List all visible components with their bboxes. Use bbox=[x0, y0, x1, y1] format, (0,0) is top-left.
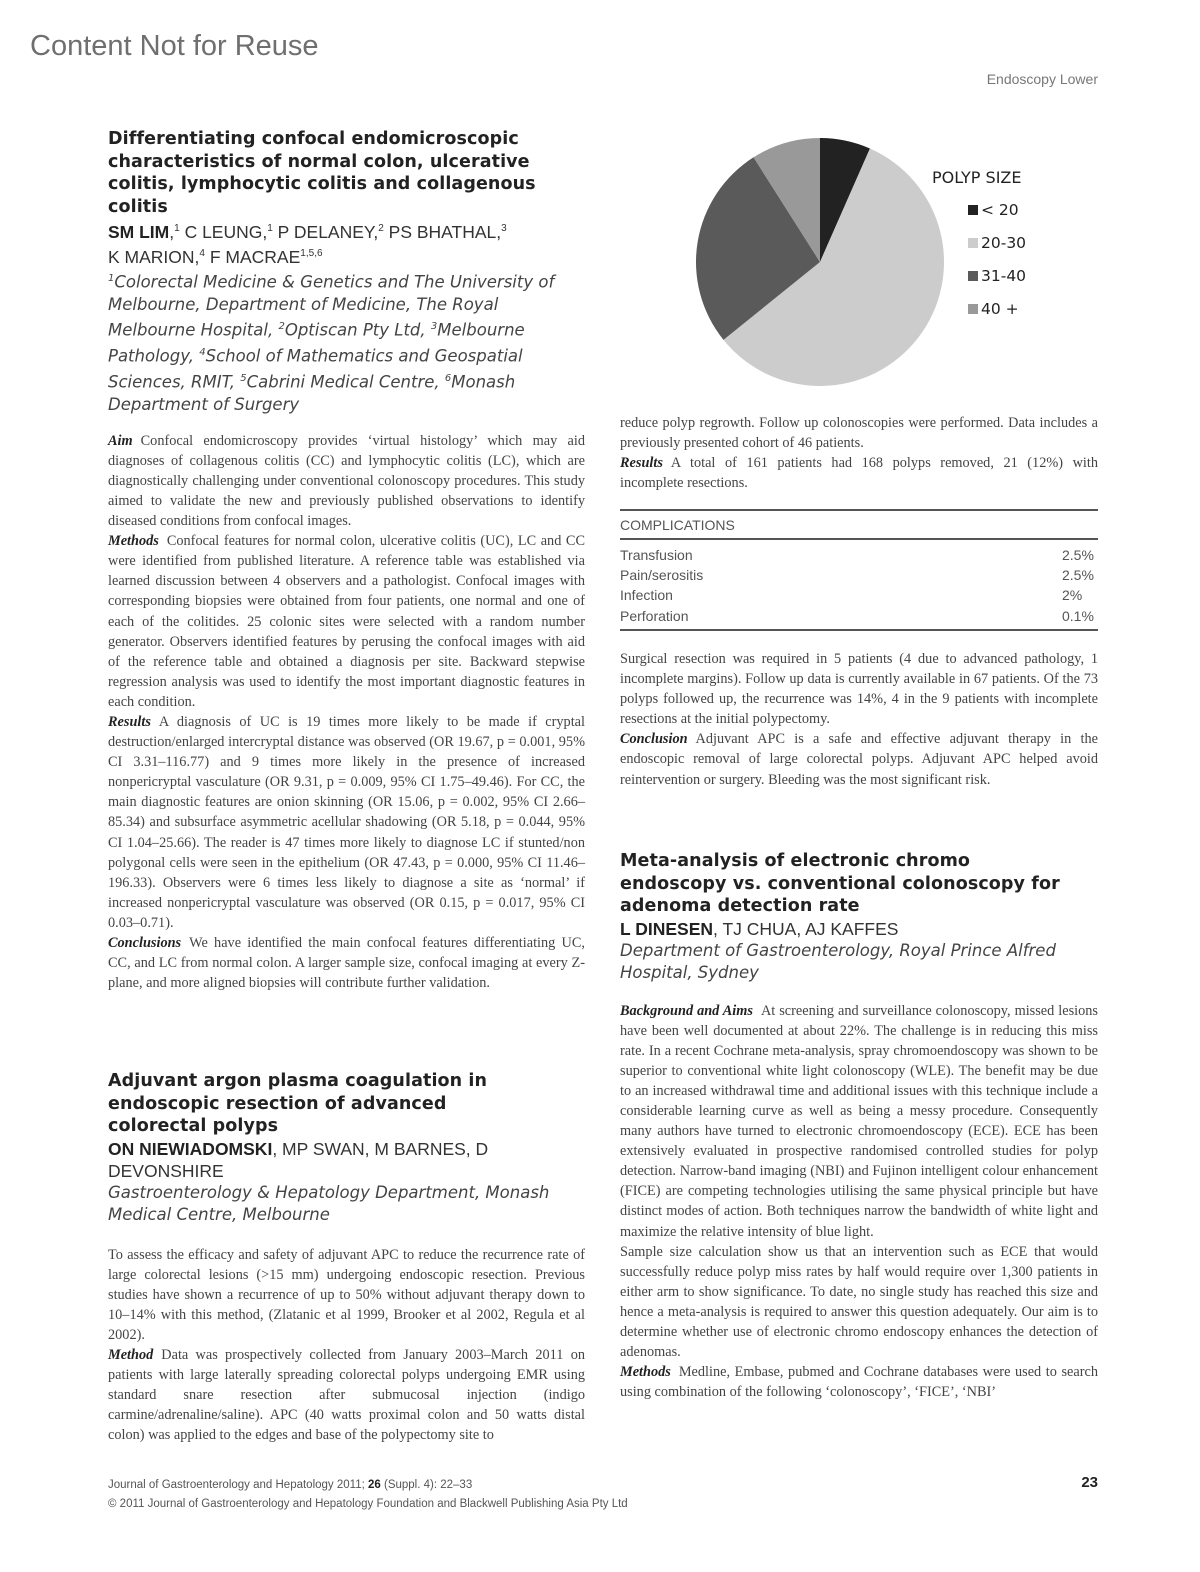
section-label: Methods bbox=[108, 533, 159, 550]
apc-continued-paragraph bbox=[620, 413, 1098, 453]
page-number: 23 bbox=[1081, 1474, 1098, 1491]
affil-sup: 6 bbox=[444, 373, 452, 385]
author-sup: 4 bbox=[199, 247, 205, 259]
lead-author: L DINESEN bbox=[620, 918, 714, 939]
article-meta-analysis bbox=[620, 850, 1098, 1402]
row-label: Infection bbox=[620, 587, 673, 604]
legend-item bbox=[932, 226, 1026, 259]
left-column bbox=[108, 128, 585, 1444]
article-apc bbox=[108, 1070, 585, 1445]
author-name: C LEUNG bbox=[184, 221, 263, 242]
section-label: Conclusion bbox=[620, 731, 688, 748]
legend-swatch-icon bbox=[968, 205, 978, 215]
article-title: Differentiating confocal endomicroscopic characteristics of normal colon, ulcerative colitis, lymphocytic colitis and collagenous colitis bbox=[108, 129, 536, 217]
methods-paragraph bbox=[620, 1362, 1098, 1402]
section-text: Data was prospectively collected from January 2003–March 2011 on patients with large laterally spreading colorectal polyps undergoing EMR using standard snare resection after submucosal injection (indigo carmine/adrenaline/saline). APC (40 watts proximal colon and 50 watts distal colon) was applied to the edges and base of the polypectomy site to bbox=[108, 1346, 585, 1444]
legend-title: POLYP SIZE bbox=[932, 168, 1022, 187]
affil-sup: 4 bbox=[199, 347, 206, 359]
section-label: Background and Aims bbox=[620, 1002, 753, 1019]
row-value: 2.5% bbox=[1062, 566, 1094, 583]
affiliation: Department of Gastroenterology, Royal Prince Alfred Hospital, Sydney bbox=[620, 940, 1056, 982]
method-continued: reduce polyp regrowth. Follow up colonoscopies were performed. Data includes a previously presented cohort of 46 patients. bbox=[620, 415, 1098, 452]
author-list: SM LIM,$^1$ C LEUNG,$^1$ P DELANEY,$^2$ PS BHATHAL,$^3$ K MARION,$^4$ F MACRAE$^{1,5,6}$ bbox=[108, 221, 507, 267]
journal-name: Journal of Gastroenterology and Hepatology 2011; bbox=[108, 1479, 368, 1491]
row-label: Pain/serositis bbox=[620, 566, 704, 583]
conclusions-paragraph bbox=[108, 933, 585, 993]
results-paragraph bbox=[108, 712, 585, 933]
section-text: We have identified the main confocal features differentiating UC, CC, and LC from normal colon. A larger sample size, confocal imaging at every Z-plane, and more aligned biopsies will contribute further validation. bbox=[108, 935, 585, 992]
section-label: Aim bbox=[108, 432, 133, 449]
section-label: Conclusions bbox=[108, 935, 182, 951]
co-authors: , TJ CHUA, AJ KAFFES bbox=[713, 918, 899, 939]
affil-text: Colorectal Medicine & Genetics and The University of Melbourne, Department of Medicine, The Royal Melbourne Hospital bbox=[108, 272, 555, 340]
legend-item bbox=[932, 193, 1026, 226]
legend-label: 40 + bbox=[981, 299, 1019, 318]
lead-author: ON NIEWIADOMSKI bbox=[108, 1138, 273, 1159]
author-sup: 1 bbox=[174, 223, 180, 234]
legend-swatch-icon bbox=[968, 271, 978, 281]
legend-label: < 20 bbox=[981, 200, 1019, 219]
table-row bbox=[620, 606, 1098, 626]
issue-pages: (Suppl. 4): 22–33 bbox=[380, 1479, 473, 1491]
after-table-paragraph: Surgical resection was required in 5 patients (4 due to advanced pathology, 1 incomplete margins). Follow up data is currently available in 67 patients. Of the 73 polyps followed up, the recurrence was 14%, 4 in the 9 patients with incomplete resections at the initial polypectomy. bbox=[620, 650, 1098, 728]
row-value: 2.5% bbox=[1062, 546, 1094, 563]
row-label: Transfusion bbox=[620, 546, 693, 563]
legend-swatch-icon bbox=[968, 238, 978, 248]
page-footer bbox=[108, 1476, 1098, 1514]
author-name: SM LIM bbox=[108, 221, 170, 242]
section-label: Results bbox=[108, 713, 151, 730]
background-paragraph bbox=[620, 1001, 1098, 1242]
section-text: Adjuvant APC is a safe and effective adjuvant therapy in the endoscopic removal of large colorectal polyps. Adjuvant APC helped avoid reintervention or surgery. Bleeding was the most significant risk. bbox=[620, 731, 1098, 788]
copyright-line: © 2011 Journal of Gastroenterology and Hepatology Foundation and Blackwell Publishing Asia Pty Ltd bbox=[108, 1498, 628, 1510]
watermark: Content Not for Reuse bbox=[30, 30, 319, 62]
affil-text: Melbourne Pathology bbox=[108, 320, 525, 366]
affil-sup: 3 bbox=[430, 321, 438, 333]
article-title: Meta-analysis of electronic chromo endoscopy vs. conventional colonoscopy for adenoma detection rate bbox=[620, 851, 1060, 916]
affil-text: Cabrini Medical Centre bbox=[246, 372, 435, 392]
author-name: P DELANEY bbox=[277, 221, 374, 242]
author-list bbox=[108, 1138, 508, 1182]
affil-text: Optiscan Pty Ltd bbox=[284, 320, 421, 340]
row-value: 2% bbox=[1062, 587, 1083, 604]
running-head: Endoscopy Lower bbox=[986, 71, 1098, 87]
affil-text: Monash Department of Surgery bbox=[108, 372, 516, 415]
sample-size-paragraph: Sample size calculation show us that an intervention such as ECE that would successfully reduce polyp miss rates by half would require over 1,300 patients in either arm to show significance. To date, no single study has reached this size and hence a meta-analysis is required to answer this question adequately. Our aim is to determine whether use of electronic chromo endoscopy enhances the detection of adenomas. bbox=[620, 1243, 1098, 1361]
intro-paragraph: To assess the efficacy and safety of adjuvant APC to reduce the recurrence rate of large colorectal lesions (>15 mm) undergoing endoscopic resection. Previous studies have shown a recurrence of up to 50% without adjuvant therapy down to 10–14% with this method, (Zlatanic et al 1999, Brooker et al 2002, Regula et al 2002). bbox=[108, 1246, 585, 1343]
affil-sup: 2 bbox=[278, 321, 285, 333]
section-label: Results bbox=[620, 455, 663, 472]
section-text: At screening and surveillance colonoscopy, missed lesions have been well documented at about 22%. The challenge is in reducing this miss rate. In a recent Cochrane meta-analysis, spray chromoendoscopy was shown to be superior to conventional white light colonoscopy (WLE). The benefit may be due to an increased withdrawal time and additional issues with this technique include a considerable learning curve as well as being a messy procedure. Consequently many authors have turned to electronic chromoendoscopy (ECE). ECE has been extensively evaluated in prospective randomised controlled studies for polyp detection. Narrow-band imaging (NBI) and Fujinon intelligent colour enhancement (FICE) are competing technologies utilising the same physical principle but have distinct modes of action. Both techniques narrow the bandwidth of white light and maximize the relative intensity of blue light. bbox=[620, 1002, 1098, 1240]
complications-table bbox=[620, 509, 1098, 631]
section-text: Confocal endomicroscopy provides ‘virtual histology’ which may aid diagnoses of collagenous colitis (CC) and lymphocytic colitis (LC), which are diagnostically challenging under conventional colonoscopy procedures. This study aimed to validate the new and previously published observations to identify diseased conditions from confocal images. bbox=[108, 432, 585, 530]
section-text: Confocal features for normal colon, ulcerative colitis (UC), LC and CC were identified from published literature. A reference table was established via learned discussion between 4 observers and a pathologist. Confocal images with corresponding biopsies were obtained from four patients, one normal and one of each of the colitides. 25 colonic sites were selected with a random number generator. Observers identified features by perusing the confocal images with aid of the reference table and obtained a diagnosis per site. Backward stepwise regression analysis was used to identify the most important diagnostic features in each condition. bbox=[108, 533, 585, 710]
table-row bbox=[620, 565, 1098, 585]
co-authors: , MP SWAN, M BARNES, D DEVONSHIRE bbox=[108, 1138, 489, 1181]
author-name: F MACRAE bbox=[209, 246, 301, 267]
legend-item bbox=[932, 292, 1026, 325]
affil-sup: 5 bbox=[240, 373, 247, 385]
article-title: Adjuvant argon plasma coagulation in endoscopic resection of advanced colorectal polyps bbox=[108, 1071, 488, 1136]
table-row bbox=[620, 544, 1098, 564]
results-paragraph bbox=[620, 453, 1098, 493]
legend-label: 20-30 bbox=[981, 233, 1027, 252]
affiliations: $^1$Colorectal Medicine & Genetics and The University of Melbourne, Department of Medicine, The Royal Melbourne Hospital, $^2$Optiscan Pty Ltd, $^3$Melbourne Pathology, $^4$School of Mathematics and Geospatial Sciences, RMIT, $^5$Cabrini Medical Centre, $^6$Monash Department of Surgery bbox=[108, 272, 555, 415]
author-name: K MARION bbox=[108, 246, 195, 267]
author-sup: 1,5,6 bbox=[300, 247, 323, 259]
volume: 26 bbox=[368, 1479, 381, 1491]
row-label: Perforation bbox=[620, 607, 689, 624]
method-paragraph bbox=[108, 1345, 585, 1445]
section-text: A total of 161 patients had 168 polyps removed, 21 (12%) with incomplete resections. bbox=[620, 455, 1098, 492]
author-sup: 3 bbox=[501, 223, 507, 234]
legend-item bbox=[932, 259, 1026, 292]
section-text: A diagnosis of UC is 19 times more likely to be made if cryptal destruction/enlarged intercryptal distance was observed (OR 19.67, p = 0.001, 95% CI 3.31–116.77) and 9 times more likely in the presence of increased nonpericryptal vasculature (OR 9.31, p = 0.009, 95% CI 1.75–49.46). For CC, the main diagnostic features are onion skinning (OR 15.06, p = 0.002, 95% CI 2.66–85.34) and subsurface asymmetric acellular shadowing (OR 5.18, p = 0.044, 95% CI 1.04–25.66). The reader is 47 times more likely to diagnose LC if stunted/non polygonal cells were seen in the epithelium (OR 47.43, p = 0.000, 95% CI 11.46–196.33). Observers were 6 times less likely to diagnose a site as ‘normal’ if increased nonpericryptal vasculature was observed (OR 0.15, p = 0.017, 95% CI 0.03–0.71). bbox=[108, 713, 585, 931]
affil-text: School of Mathematics and Geospatial Sciences, RMIT bbox=[108, 346, 523, 392]
affil-sup: 1 bbox=[108, 272, 115, 284]
methods-paragraph bbox=[108, 531, 585, 712]
citation-line bbox=[108, 1476, 1098, 1495]
pie-chart bbox=[690, 132, 950, 392]
article-confocal bbox=[108, 128, 585, 993]
table-row bbox=[620, 585, 1098, 605]
right-column bbox=[620, 100, 1098, 1401]
author-sup: 1 bbox=[267, 223, 273, 234]
legend-swatch-icon bbox=[968, 304, 978, 314]
conclusion-paragraph bbox=[620, 729, 1098, 789]
aim-paragraph bbox=[108, 431, 585, 531]
legend-label: 31-40 bbox=[981, 266, 1027, 285]
author-list bbox=[620, 918, 1098, 940]
table-body bbox=[620, 540, 1098, 629]
chart-legend bbox=[932, 168, 1026, 325]
section-text: Medline, Embase, pubmed and Cochrane databases were used to search using combination of the following ‘colonoscopy’, ‘FICE’, ‘NBI’ bbox=[620, 1364, 1098, 1401]
section-label: Method bbox=[108, 1346, 154, 1363]
author-name: PS BHATHAL bbox=[388, 221, 497, 242]
polyp-size-chart bbox=[620, 100, 1098, 405]
author-sup: 2 bbox=[378, 223, 384, 234]
row-value: 0.1% bbox=[1062, 607, 1094, 624]
section-label: Methods bbox=[620, 1364, 671, 1381]
table-header: COMPLICATIONS bbox=[620, 511, 1098, 540]
affiliation: Gastroenterology & Hepatology Department, Monash Medical Centre, Melbourne bbox=[108, 1182, 550, 1224]
